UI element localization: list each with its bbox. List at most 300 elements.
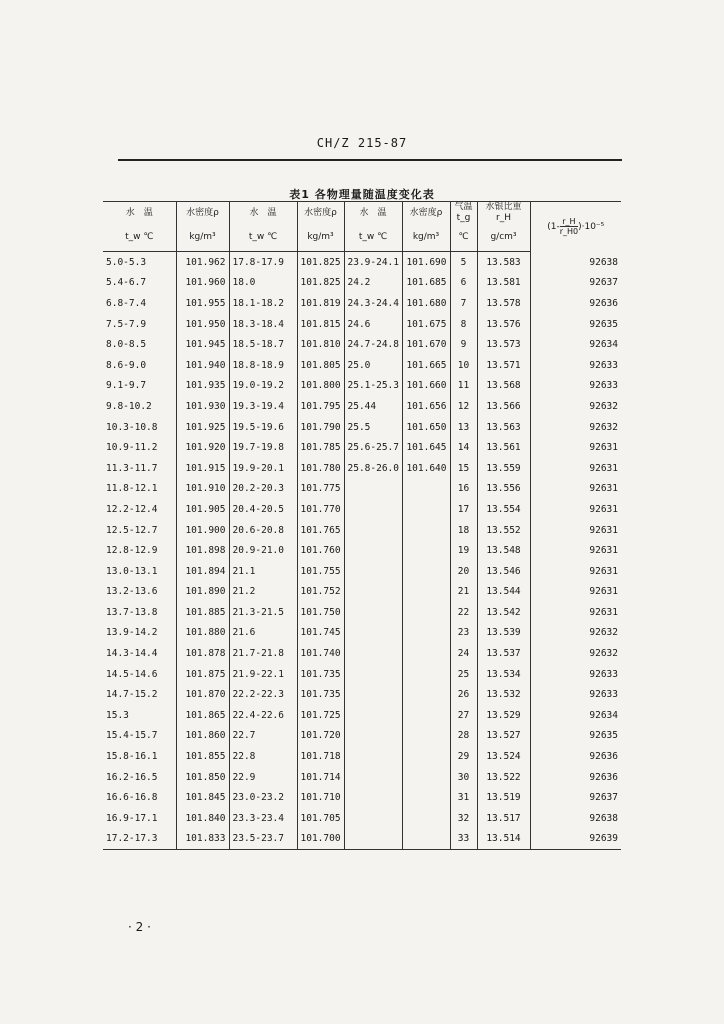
cell-air-temp: 9 xyxy=(450,334,477,355)
cell-water-density-3 xyxy=(402,582,450,603)
cell-air-temp: 19 xyxy=(450,540,477,561)
cell-water-temp-2: 20.2-20.3 xyxy=(229,479,297,500)
cell-ratio: 92631 xyxy=(589,462,618,474)
cell-air-temp: 21 xyxy=(450,582,477,603)
cell-water-density-2: 101.770 xyxy=(297,499,344,520)
table-row xyxy=(103,520,621,541)
cell-mercury-gravity: 13.539 xyxy=(477,623,530,644)
table-row xyxy=(103,582,621,603)
cell-water-density-1: 101.885 xyxy=(176,602,229,623)
cell-water-density-2: 101.810 xyxy=(297,334,344,355)
cell-water-temp-2: 19.5-19.6 xyxy=(229,417,297,438)
cell-water-temp-1: 12.5-12.7 xyxy=(103,520,176,541)
cell-water-density-2: 101.780 xyxy=(297,458,344,479)
cell-water-density-3 xyxy=(402,664,450,685)
cell-mercury-gravity: 13.563 xyxy=(477,417,530,438)
cell-mercury-gravity: 13.548 xyxy=(477,540,530,561)
cell-water-temp-1: 16.2-16.5 xyxy=(103,767,176,788)
cell-water-density-2: 101.760 xyxy=(297,540,344,561)
cell-water-density-2: 101.815 xyxy=(297,314,344,335)
cell-water-density-2: 101.720 xyxy=(297,726,344,747)
cell-water-temp-2: 22.2-22.3 xyxy=(229,684,297,705)
cell-mercury-gravity: 13.576 xyxy=(477,314,530,335)
header-ratio xyxy=(530,202,621,252)
cell-water-density-1: 101.894 xyxy=(176,561,229,582)
table-row xyxy=(103,767,621,788)
cell-water-temp-1: 16.6-16.8 xyxy=(103,787,176,808)
header-water-density-3: 水密度ρ xyxy=(402,202,450,225)
cell-air-temp: 22 xyxy=(450,602,477,623)
cell-water-density-1: 101.865 xyxy=(176,705,229,726)
cell-water-density-2: 101.765 xyxy=(297,520,344,541)
cell-water-temp-2: 21.1 xyxy=(229,561,297,582)
cell-water-density-1: 101.910 xyxy=(176,479,229,500)
cell-water-density-3 xyxy=(402,643,450,664)
cell-mercury-gravity: 13.534 xyxy=(477,664,530,685)
cell-water-temp-3 xyxy=(344,643,402,664)
cell-water-temp-1: 7.5-7.9 xyxy=(103,314,176,335)
cell-mercury-gravity: 13.568 xyxy=(477,376,530,397)
cell-water-temp-1: 12.8-12.9 xyxy=(103,540,176,561)
cell-mercury-gravity: 13.542 xyxy=(477,602,530,623)
table-row xyxy=(103,499,621,520)
cell-water-density-2: 101.740 xyxy=(297,643,344,664)
cell-ratio: 92635 xyxy=(589,318,618,330)
cell-water-density-2: 101.735 xyxy=(297,684,344,705)
cell-water-temp-3: 24.6 xyxy=(344,314,402,335)
cell-water-density-1: 101.855 xyxy=(176,746,229,767)
cell-water-temp-1: 9.8-10.2 xyxy=(103,396,176,417)
cell-water-temp-2: 20.4-20.5 xyxy=(229,499,297,520)
table-row xyxy=(103,726,621,747)
cell-water-temp-1: 8.0-8.5 xyxy=(103,334,176,355)
table-row xyxy=(103,602,621,623)
table-row xyxy=(103,705,621,726)
cell-water-density-3 xyxy=(402,829,450,850)
header-unit-mercury: g/cm³ xyxy=(477,224,530,252)
header-water-density-1: 水密度ρ xyxy=(176,202,229,225)
cell-water-temp-2: 18.5-18.7 xyxy=(229,334,297,355)
cell-water-density-2: 101.700 xyxy=(297,829,344,850)
data-table xyxy=(103,201,621,850)
cell-ratio: 92639 xyxy=(530,829,621,850)
cell-water-temp-1: 17.2-17.3 xyxy=(103,829,176,850)
cell-mercury-gravity: 13.581 xyxy=(477,273,530,294)
cell-mercury-gravity: 13.583 xyxy=(477,252,530,273)
cell-water-temp-2: 22.8 xyxy=(229,746,297,767)
cell-mercury-gravity: 13.517 xyxy=(477,808,530,829)
cell-ratio: 92631 xyxy=(589,586,618,598)
cell-water-density-1: 101.900 xyxy=(176,520,229,541)
cell-air-temp: 13 xyxy=(450,417,477,438)
cell-water-density-3 xyxy=(402,726,450,747)
cell-air-temp: 8 xyxy=(450,314,477,335)
cell-water-density-2: 101.775 xyxy=(297,479,344,500)
table-caption: 表1 各物理量随温度变化表 xyxy=(289,188,435,201)
cell-water-temp-3: 25.5 xyxy=(344,417,402,438)
cell-air-temp: 15 xyxy=(450,458,477,479)
cell-water-density-2: 101.800 xyxy=(297,376,344,397)
cell-ratio: 92636 xyxy=(589,751,618,763)
cell-water-temp-3 xyxy=(344,746,402,767)
header-mercury-gravity xyxy=(477,202,530,225)
table-row xyxy=(103,623,621,644)
cell-mercury-gravity: 13.532 xyxy=(477,684,530,705)
cell-air-temp: 32 xyxy=(450,808,477,829)
header-unit-temp-2: t_w ℃ xyxy=(229,224,297,252)
cell-mercury-gravity: 13.571 xyxy=(477,355,530,376)
cell-water-density-1: 101.960 xyxy=(176,273,229,294)
cell-ratio: 92638 xyxy=(589,256,618,268)
cell-water-density-1: 101.860 xyxy=(176,726,229,747)
cell-ratio: 92631 xyxy=(589,503,618,515)
table-row xyxy=(103,314,621,335)
header-row-top xyxy=(103,202,621,225)
cell-ratio: 92632 xyxy=(589,400,618,412)
document-code: CH/Z 215-87 xyxy=(316,136,408,150)
cell-water-temp-3 xyxy=(344,540,402,561)
table-row xyxy=(103,479,621,500)
cell-water-temp-1: 12.2-12.4 xyxy=(103,499,176,520)
cell-water-density-3 xyxy=(402,623,450,644)
cell-air-temp: 27 xyxy=(450,705,477,726)
cell-water-density-1: 101.890 xyxy=(176,582,229,603)
cell-water-temp-3: 25.8-26.0 xyxy=(344,458,402,479)
cell-ratio: 92631 xyxy=(589,483,618,495)
cell-water-density-3: 101.660 xyxy=(402,376,450,397)
table-row xyxy=(103,396,621,417)
cell-water-density-2: 101.750 xyxy=(297,602,344,623)
cell-mercury-gravity: 13.519 xyxy=(477,787,530,808)
cell-water-density-3: 101.670 xyxy=(402,334,450,355)
cell-mercury-gravity: 13.527 xyxy=(477,726,530,747)
cell-water-density-3 xyxy=(402,684,450,705)
cell-water-density-3: 101.665 xyxy=(402,355,450,376)
table-row xyxy=(103,417,621,438)
cell-water-temp-1: 13.2-13.6 xyxy=(103,582,176,603)
cell-water-density-3 xyxy=(402,746,450,767)
cell-water-density-1: 101.915 xyxy=(176,458,229,479)
cell-water-temp-1: 9.1-9.7 xyxy=(103,376,176,397)
cell-water-density-2: 101.825 xyxy=(297,252,344,273)
cell-water-temp-3: 23.9-24.1 xyxy=(344,252,402,273)
cell-water-density-1: 101.962 xyxy=(176,252,229,273)
cell-water-density-2: 101.825 xyxy=(297,273,344,294)
cell-water-density-2: 101.805 xyxy=(297,355,344,376)
cell-water-temp-1: 6.8-7.4 xyxy=(103,293,176,314)
cell-water-density-1: 101.870 xyxy=(176,684,229,705)
cell-air-temp: 7 xyxy=(450,293,477,314)
cell-water-density-3 xyxy=(402,561,450,582)
cell-air-temp: 14 xyxy=(450,437,477,458)
table-row xyxy=(103,643,621,664)
cell-water-temp-1: 13.9-14.2 xyxy=(103,623,176,644)
header-ratio-denominator: r_H0 xyxy=(559,227,579,237)
cell-water-density-1: 101.850 xyxy=(176,767,229,788)
table-row xyxy=(103,355,621,376)
cell-water-temp-1: 15.8-16.1 xyxy=(103,746,176,767)
cell-water-temp-3 xyxy=(344,499,402,520)
cell-water-density-1: 101.920 xyxy=(176,437,229,458)
table-row xyxy=(103,273,621,294)
header-mercury-gravity-symbol: r_H xyxy=(496,213,511,223)
cell-air-temp: 6 xyxy=(450,273,477,294)
cell-water-density-1: 101.955 xyxy=(176,293,229,314)
cell-water-temp-1: 5.4-6.7 xyxy=(103,273,176,294)
cell-mercury-gravity: 13.514 xyxy=(477,829,530,850)
cell-ratio: 92633 xyxy=(589,380,618,392)
header-ratio-fraction xyxy=(560,217,578,236)
cell-mercury-gravity: 13.561 xyxy=(477,437,530,458)
table-row xyxy=(103,252,621,273)
cell-water-density-3: 101.675 xyxy=(402,314,450,335)
cell-water-density-1: 101.935 xyxy=(176,376,229,397)
table-row xyxy=(103,561,621,582)
cell-air-temp: 28 xyxy=(450,726,477,747)
cell-water-temp-2: 22.9 xyxy=(229,767,297,788)
cell-air-temp: 10 xyxy=(450,355,477,376)
table-row xyxy=(103,293,621,314)
cell-ratio: 92632 xyxy=(589,627,618,639)
header-ratio-suffix: )·10⁻⁵ xyxy=(578,222,605,233)
cell-water-density-1: 101.878 xyxy=(176,643,229,664)
cell-water-density-3: 101.690 xyxy=(402,252,450,273)
cell-water-density-2: 101.755 xyxy=(297,561,344,582)
cell-water-density-1: 101.945 xyxy=(176,334,229,355)
cell-water-density-3: 101.640 xyxy=(402,458,450,479)
cell-air-temp: 17 xyxy=(450,499,477,520)
cell-ratio: 92635 xyxy=(589,730,618,742)
cell-water-temp-2: 17.8-17.9 xyxy=(229,252,297,273)
cell-water-density-2: 101.714 xyxy=(297,767,344,788)
cell-ratio: 92637 xyxy=(589,792,618,804)
cell-water-temp-1: 13.0-13.1 xyxy=(103,561,176,582)
cell-water-temp-1: 14.7-15.2 xyxy=(103,684,176,705)
header-rule xyxy=(118,159,622,161)
cell-water-density-3 xyxy=(402,705,450,726)
cell-water-temp-2: 22.7 xyxy=(229,726,297,747)
cell-ratio: 92631 xyxy=(589,545,618,557)
cell-air-temp: 5 xyxy=(450,252,477,273)
cell-water-temp-2: 20.9-21.0 xyxy=(229,540,297,561)
cell-water-temp-3 xyxy=(344,726,402,747)
cell-water-temp-1: 5.0-5.3 xyxy=(103,252,176,273)
cell-water-density-2: 101.790 xyxy=(297,417,344,438)
cell-water-temp-1: 16.9-17.1 xyxy=(103,808,176,829)
cell-air-temp: 11 xyxy=(450,376,477,397)
header-water-temp-3: 水 温 xyxy=(344,202,402,225)
cell-mercury-gravity: 13.554 xyxy=(477,499,530,520)
cell-water-temp-3 xyxy=(344,664,402,685)
cell-water-density-1: 101.905 xyxy=(176,499,229,520)
cell-water-density-2: 101.785 xyxy=(297,437,344,458)
cell-ratio: 92634 xyxy=(589,339,618,351)
cell-mercury-gravity: 13.566 xyxy=(477,396,530,417)
table-row xyxy=(103,829,621,850)
cell-ratio: 92634 xyxy=(589,709,618,721)
cell-mercury-gravity: 13.524 xyxy=(477,746,530,767)
cell-ratio: 92636 xyxy=(589,771,618,783)
cell-water-density-3: 101.656 xyxy=(402,396,450,417)
cell-water-density-2: 101.819 xyxy=(297,293,344,314)
cell-water-temp-1: 15.4-15.7 xyxy=(103,726,176,747)
cell-water-temp-3 xyxy=(344,623,402,644)
cell-air-temp: 18 xyxy=(450,520,477,541)
header-ratio-prefix: (1- xyxy=(547,222,560,233)
cell-water-density-2: 101.735 xyxy=(297,664,344,685)
cell-water-temp-3: 24.3-24.4 xyxy=(344,293,402,314)
cell-water-temp-1: 10.9-11.2 xyxy=(103,437,176,458)
cell-ratio: 92637 xyxy=(589,277,618,289)
cell-water-temp-3 xyxy=(344,705,402,726)
cell-mercury-gravity: 13.578 xyxy=(477,293,530,314)
cell-air-temp: 25 xyxy=(450,664,477,685)
cell-air-temp: 23 xyxy=(450,623,477,644)
cell-water-temp-2: 19.0-19.2 xyxy=(229,376,297,397)
cell-water-temp-2: 18.0 xyxy=(229,273,297,294)
cell-water-temp-3 xyxy=(344,582,402,603)
table-row xyxy=(103,540,621,561)
cell-water-temp-3: 24.2 xyxy=(344,273,402,294)
table-row xyxy=(103,746,621,767)
cell-water-temp-2: 19.9-20.1 xyxy=(229,458,297,479)
header-air-temp-symbol: t_g xyxy=(456,213,471,223)
cell-water-temp-1: 11.8-12.1 xyxy=(103,479,176,500)
cell-water-temp-3 xyxy=(344,684,402,705)
table-row xyxy=(103,808,621,829)
header-air-temp-label: 气温 xyxy=(454,202,473,212)
cell-mercury-gravity: 13.522 xyxy=(477,767,530,788)
cell-water-temp-1: 13.7-13.8 xyxy=(103,602,176,623)
cell-water-temp-2: 22.4-22.6 xyxy=(229,705,297,726)
cell-mercury-gravity: 13.573 xyxy=(477,334,530,355)
cell-mercury-gravity: 13.544 xyxy=(477,582,530,603)
cell-ratio: 92633 xyxy=(589,689,618,701)
cell-water-density-3 xyxy=(402,520,450,541)
cell-mercury-gravity: 13.546 xyxy=(477,561,530,582)
cell-ratio: 92632 xyxy=(589,648,618,660)
cell-water-density-1: 101.898 xyxy=(176,540,229,561)
header-ratio-numerator: r_H xyxy=(560,217,578,227)
cell-water-density-2: 101.710 xyxy=(297,787,344,808)
cell-air-temp: 31 xyxy=(450,787,477,808)
cell-water-temp-3 xyxy=(344,787,402,808)
cell-ratio: 92631 xyxy=(589,606,618,618)
cell-water-temp-3 xyxy=(344,561,402,582)
table-body xyxy=(103,252,621,850)
cell-water-density-1: 101.925 xyxy=(176,417,229,438)
cell-water-temp-3 xyxy=(344,520,402,541)
cell-water-temp-1: 15.3 xyxy=(103,705,176,726)
cell-water-density-3 xyxy=(402,540,450,561)
cell-water-density-1: 101.840 xyxy=(176,808,229,829)
cell-water-temp-2: 19.3-19.4 xyxy=(229,396,297,417)
cell-water-temp-2: 21.2 xyxy=(229,582,297,603)
cell-water-temp-1: 10.3-10.8 xyxy=(103,417,176,438)
header-water-density-2: 水密度ρ xyxy=(297,202,344,225)
cell-water-density-3 xyxy=(402,479,450,500)
header-unit-air-temp: ℃ xyxy=(450,224,477,252)
cell-water-temp-3 xyxy=(344,829,402,850)
cell-water-temp-2: 21.6 xyxy=(229,623,297,644)
cell-water-density-3 xyxy=(402,499,450,520)
cell-water-temp-1: 14.3-14.4 xyxy=(103,643,176,664)
cell-water-density-1: 101.950 xyxy=(176,314,229,335)
cell-water-temp-3: 24.7-24.8 xyxy=(344,334,402,355)
cell-air-temp: 26 xyxy=(450,684,477,705)
cell-water-temp-2: 23.3-23.4 xyxy=(229,808,297,829)
table-row xyxy=(103,787,621,808)
cell-air-temp: 16 xyxy=(450,479,477,500)
table-row xyxy=(103,376,621,397)
cell-water-temp-2: 23.5-23.7 xyxy=(229,829,297,850)
header-unit-temp-1: t_w ℃ xyxy=(103,224,176,252)
cell-water-temp-3: 25.1-25.3 xyxy=(344,376,402,397)
cell-water-temp-3 xyxy=(344,602,402,623)
cell-water-temp-3 xyxy=(344,479,402,500)
table-row xyxy=(103,684,621,705)
cell-water-density-1: 101.880 xyxy=(176,623,229,644)
cell-water-density-1: 101.845 xyxy=(176,787,229,808)
cell-water-temp-2: 20.6-20.8 xyxy=(229,520,297,541)
cell-air-temp: 29 xyxy=(450,746,477,767)
cell-mercury-gravity: 13.556 xyxy=(477,479,530,500)
cell-mercury-gravity: 13.537 xyxy=(477,643,530,664)
cell-water-density-1: 101.875 xyxy=(176,664,229,685)
cell-water-density-2: 101.725 xyxy=(297,705,344,726)
cell-ratio: 92633 xyxy=(589,359,618,371)
cell-ratio: 92636 xyxy=(589,297,618,309)
cell-ratio: 92638 xyxy=(589,812,618,824)
cell-air-temp: 33 xyxy=(450,829,477,850)
cell-ratio: 92631 xyxy=(589,565,618,577)
table-row xyxy=(103,334,621,355)
cell-ratio: 92631 xyxy=(589,442,618,454)
cell-mercury-gravity: 13.529 xyxy=(477,705,530,726)
cell-water-density-1: 101.833 xyxy=(176,829,229,850)
cell-water-density-3: 101.680 xyxy=(402,293,450,314)
table-row xyxy=(103,458,621,479)
header-unit-density-3: kg/m³ xyxy=(402,224,450,252)
header-mercury-gravity-label: 水银比重 xyxy=(485,202,522,212)
header-unit-temp-3: t_w ℃ xyxy=(344,224,402,252)
header-unit-density-2: kg/m³ xyxy=(297,224,344,252)
cell-water-temp-1: 14.5-14.6 xyxy=(103,664,176,685)
cell-water-temp-3 xyxy=(344,808,402,829)
cell-air-temp: 12 xyxy=(450,396,477,417)
cell-water-temp-2: 19.7-19.8 xyxy=(229,437,297,458)
table-row xyxy=(103,664,621,685)
cell-water-temp-2: 23.0-23.2 xyxy=(229,787,297,808)
cell-water-density-1: 101.940 xyxy=(176,355,229,376)
cell-water-density-2: 101.795 xyxy=(297,396,344,417)
header-air-temp xyxy=(450,202,477,225)
cell-ratio: 92633 xyxy=(589,668,618,680)
table-row xyxy=(103,437,621,458)
cell-water-temp-3: 25.44 xyxy=(344,396,402,417)
cell-water-density-3: 101.645 xyxy=(402,437,450,458)
cell-water-density-3 xyxy=(402,808,450,829)
cell-water-density-1: 101.930 xyxy=(176,396,229,417)
cell-water-density-2: 101.752 xyxy=(297,582,344,603)
cell-water-temp-3: 25.0 xyxy=(344,355,402,376)
cell-water-density-3: 101.650 xyxy=(402,417,450,438)
cell-water-density-2: 101.705 xyxy=(297,808,344,829)
cell-water-density-3: 101.685 xyxy=(402,273,450,294)
cell-water-density-2: 101.745 xyxy=(297,623,344,644)
cell-water-temp-2: 21.7-21.8 xyxy=(229,643,297,664)
cell-water-temp-1: 11.3-11.7 xyxy=(103,458,176,479)
